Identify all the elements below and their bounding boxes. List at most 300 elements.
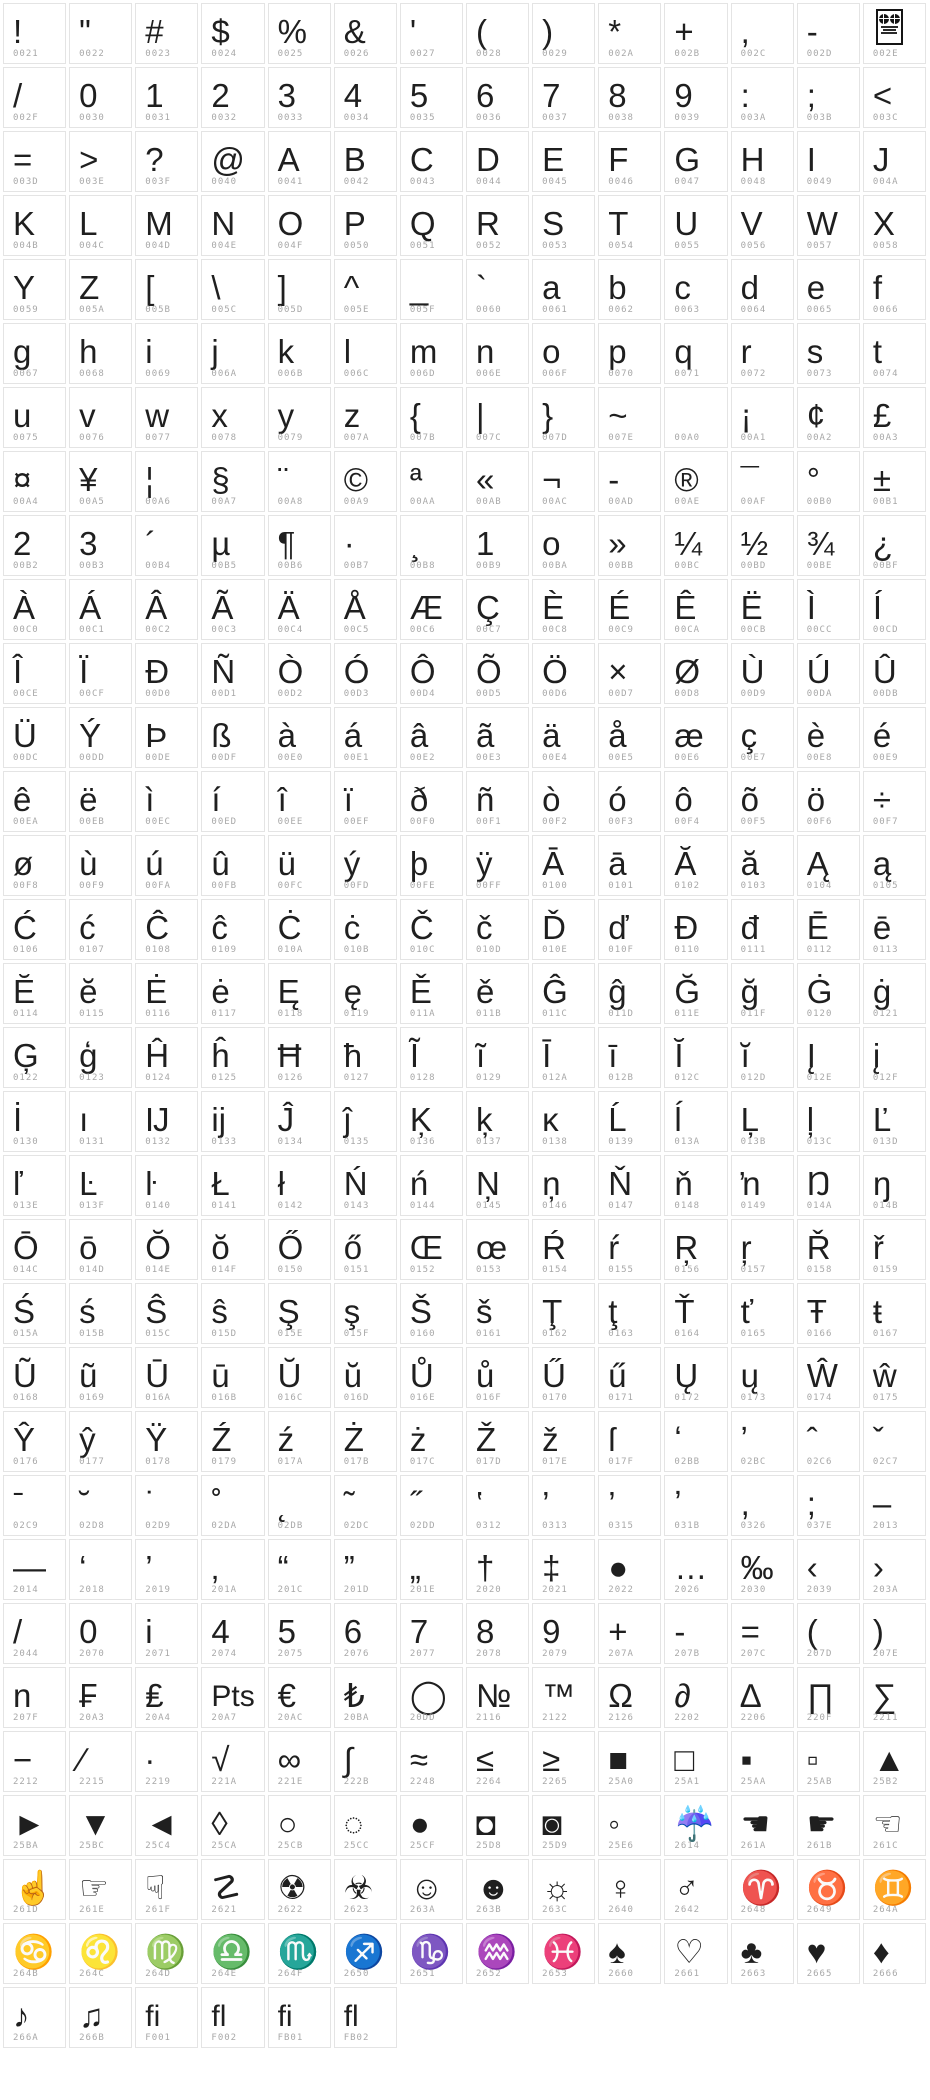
glyph-cell-263A[interactable] bbox=[400, 1859, 463, 1920]
glyph-cell-0052[interactable] bbox=[466, 195, 529, 256]
glyph-cell-0023[interactable] bbox=[135, 3, 198, 64]
glyph-cell-2651[interactable] bbox=[400, 1923, 463, 1984]
glyph-cell-015A[interactable] bbox=[3, 1283, 66, 1344]
glyph-cell-0154[interactable] bbox=[532, 1219, 595, 1280]
glyph-cell-0076[interactable] bbox=[69, 387, 132, 448]
glyph-cell-0147[interactable] bbox=[598, 1155, 661, 1216]
glyph-cell-0129[interactable] bbox=[466, 1027, 529, 1088]
glyph-cell-02C6[interactable] bbox=[797, 1411, 860, 1472]
glyph-cell-00DD[interactable] bbox=[69, 707, 132, 768]
glyph-cell-0109[interactable] bbox=[201, 899, 264, 960]
glyph-cell-0142[interactable] bbox=[268, 1155, 331, 1216]
glyph-cell-2013[interactable] bbox=[863, 1475, 926, 1536]
glyph-cell-0165[interactable] bbox=[731, 1283, 794, 1344]
glyph-cell-264E[interactable] bbox=[201, 1923, 264, 1984]
glyph-cell-0128[interactable] bbox=[400, 1027, 463, 1088]
glyph-cell-25BC[interactable] bbox=[69, 1795, 132, 1856]
glyph-cell-0060[interactable] bbox=[466, 259, 529, 320]
glyph-cell-002D[interactable] bbox=[797, 3, 860, 64]
glyph-cell-25CC[interactable] bbox=[334, 1795, 397, 1856]
glyph-cell-0119[interactable] bbox=[334, 963, 397, 1024]
glyph-cell-004B[interactable] bbox=[3, 195, 66, 256]
glyph-cell-00F8[interactable] bbox=[3, 835, 66, 896]
glyph-cell-0045[interactable] bbox=[532, 131, 595, 192]
glyph-cell-0140[interactable] bbox=[135, 1155, 198, 1216]
glyph-cell-007A[interactable] bbox=[334, 387, 397, 448]
glyph-cell-0022[interactable] bbox=[69, 3, 132, 64]
glyph-cell-005E[interactable] bbox=[334, 259, 397, 320]
glyph-cell-2075[interactable] bbox=[268, 1603, 331, 1664]
glyph-cell-00B6[interactable] bbox=[268, 515, 331, 576]
glyph-cell-00AA[interactable] bbox=[400, 451, 463, 512]
glyph-cell-0038[interactable] bbox=[598, 67, 661, 128]
glyph-cell-016E[interactable] bbox=[400, 1347, 463, 1408]
glyph-cell-00DA[interactable] bbox=[797, 643, 860, 704]
glyph-cell-0037[interactable] bbox=[532, 67, 595, 128]
glyph-cell-00B3[interactable] bbox=[69, 515, 132, 576]
glyph-cell-0042[interactable] bbox=[334, 131, 397, 192]
glyph-cell-2026[interactable] bbox=[664, 1539, 727, 1600]
glyph-cell-0155[interactable] bbox=[598, 1219, 661, 1280]
glyph-cell-2265[interactable] bbox=[532, 1731, 595, 1792]
glyph-cell-2621[interactable] bbox=[201, 1859, 264, 1920]
glyph-cell-012A[interactable] bbox=[532, 1027, 595, 1088]
glyph-cell-005B[interactable] bbox=[135, 259, 198, 320]
glyph-cell-013B[interactable] bbox=[731, 1091, 794, 1152]
glyph-cell-FB01[interactable] bbox=[268, 1987, 331, 2048]
glyph-cell-0031[interactable] bbox=[135, 67, 198, 128]
glyph-cell-00E2[interactable] bbox=[400, 707, 463, 768]
glyph-cell-266B[interactable] bbox=[69, 1987, 132, 2048]
glyph-cell-0178[interactable] bbox=[135, 1411, 198, 1472]
glyph-cell-0118[interactable] bbox=[268, 963, 331, 1024]
glyph-cell-201E[interactable] bbox=[400, 1539, 463, 1600]
glyph-cell-0157[interactable] bbox=[731, 1219, 794, 1280]
glyph-cell-2215[interactable] bbox=[69, 1731, 132, 1792]
glyph-cell-0153[interactable] bbox=[466, 1219, 529, 1280]
glyph-cell-0057[interactable] bbox=[797, 195, 860, 256]
glyph-cell-00E9[interactable] bbox=[863, 707, 926, 768]
glyph-cell-0024[interactable] bbox=[201, 3, 264, 64]
glyph-cell-00EC[interactable] bbox=[135, 771, 198, 832]
glyph-cell-25AB[interactable] bbox=[797, 1731, 860, 1792]
glyph-cell-2623[interactable] bbox=[334, 1859, 397, 1920]
glyph-cell-00E6[interactable] bbox=[664, 707, 727, 768]
glyph-cell-207C[interactable] bbox=[731, 1603, 794, 1664]
glyph-cell-261B[interactable] bbox=[797, 1795, 860, 1856]
glyph-cell-0156[interactable] bbox=[664, 1219, 727, 1280]
glyph-cell-015E[interactable] bbox=[268, 1283, 331, 1344]
glyph-cell-0058[interactable] bbox=[863, 195, 926, 256]
glyph-cell-0172[interactable] bbox=[664, 1347, 727, 1408]
glyph-cell-2071[interactable] bbox=[135, 1603, 198, 1664]
glyph-cell-00DE[interactable] bbox=[135, 707, 198, 768]
glyph-cell-201A[interactable] bbox=[201, 1539, 264, 1600]
glyph-cell-016C[interactable] bbox=[268, 1347, 331, 1408]
glyph-cell-00B2[interactable] bbox=[3, 515, 66, 576]
glyph-cell-25D8[interactable] bbox=[466, 1795, 529, 1856]
glyph-cell-00D3[interactable] bbox=[334, 643, 397, 704]
glyph-cell-0137[interactable] bbox=[466, 1091, 529, 1152]
glyph-cell-011C[interactable] bbox=[532, 963, 595, 1024]
glyph-cell-2652[interactable] bbox=[466, 1923, 529, 1984]
glyph-cell-20A4[interactable] bbox=[135, 1667, 198, 1728]
glyph-cell-02DD[interactable] bbox=[400, 1475, 463, 1536]
glyph-cell-006E[interactable] bbox=[466, 323, 529, 384]
glyph-cell-010D[interactable] bbox=[466, 899, 529, 960]
glyph-cell-017E[interactable] bbox=[532, 1411, 595, 1472]
glyph-cell-00BB[interactable] bbox=[598, 515, 661, 576]
glyph-cell-25A1[interactable] bbox=[664, 1731, 727, 1792]
glyph-cell-0044[interactable] bbox=[466, 131, 529, 192]
glyph-cell-20A3[interactable] bbox=[69, 1667, 132, 1728]
glyph-cell-2264[interactable] bbox=[466, 1731, 529, 1792]
glyph-cell-0071[interactable] bbox=[664, 323, 727, 384]
glyph-cell-011F[interactable] bbox=[731, 963, 794, 1024]
glyph-cell-2211[interactable] bbox=[863, 1667, 926, 1728]
glyph-cell-0158[interactable] bbox=[797, 1219, 860, 1280]
glyph-cell-003E[interactable] bbox=[69, 131, 132, 192]
glyph-cell-00A7[interactable] bbox=[201, 451, 264, 512]
glyph-cell-012E[interactable] bbox=[797, 1027, 860, 1088]
glyph-cell-0111[interactable] bbox=[731, 899, 794, 960]
glyph-cell-00E7[interactable] bbox=[731, 707, 794, 768]
glyph-cell-00D8[interactable] bbox=[664, 643, 727, 704]
glyph-cell-014B[interactable] bbox=[863, 1155, 926, 1216]
glyph-cell-203A[interactable] bbox=[863, 1539, 926, 1600]
glyph-cell-02DA[interactable] bbox=[201, 1475, 264, 1536]
glyph-cell-0101[interactable] bbox=[598, 835, 661, 896]
glyph-cell-00D7[interactable] bbox=[598, 643, 661, 704]
glyph-cell-2126[interactable] bbox=[598, 1667, 661, 1728]
glyph-cell-264C[interactable] bbox=[69, 1923, 132, 1984]
glyph-cell-0068[interactable] bbox=[69, 323, 132, 384]
glyph-cell-0028[interactable] bbox=[466, 3, 529, 64]
glyph-cell-0130[interactable] bbox=[3, 1091, 66, 1152]
glyph-cell-221E[interactable] bbox=[268, 1731, 331, 1792]
glyph-cell-2077[interactable] bbox=[400, 1603, 463, 1664]
glyph-cell-0138[interactable] bbox=[532, 1091, 595, 1152]
glyph-cell-0148[interactable] bbox=[664, 1155, 727, 1216]
glyph-cell-017F[interactable] bbox=[598, 1411, 661, 1472]
glyph-cell-014F[interactable] bbox=[201, 1219, 264, 1280]
glyph-cell-015D[interactable] bbox=[201, 1283, 264, 1344]
glyph-cell-0070[interactable] bbox=[598, 323, 661, 384]
glyph-cell-0066[interactable] bbox=[863, 259, 926, 320]
glyph-cell-25CF[interactable] bbox=[400, 1795, 463, 1856]
glyph-cell-2039[interactable] bbox=[797, 1539, 860, 1600]
glyph-cell-0112[interactable] bbox=[797, 899, 860, 960]
glyph-cell-0125[interactable] bbox=[201, 1027, 264, 1088]
glyph-cell-02BB[interactable] bbox=[664, 1411, 727, 1472]
glyph-cell-010C[interactable] bbox=[400, 899, 463, 960]
glyph-cell-013D[interactable] bbox=[863, 1091, 926, 1152]
glyph-cell-013C[interactable] bbox=[797, 1091, 860, 1152]
glyph-cell-0040[interactable] bbox=[201, 131, 264, 192]
glyph-cell-00CD[interactable] bbox=[863, 579, 926, 640]
glyph-cell-00F2[interactable] bbox=[532, 771, 595, 832]
glyph-cell-2248[interactable] bbox=[400, 1731, 463, 1792]
glyph-cell-2649[interactable] bbox=[797, 1859, 860, 1920]
glyph-cell-25AA[interactable] bbox=[731, 1731, 794, 1792]
glyph-cell-00EA[interactable] bbox=[3, 771, 66, 832]
glyph-cell-263C[interactable] bbox=[532, 1859, 595, 1920]
glyph-cell-00E5[interactable] bbox=[598, 707, 661, 768]
glyph-cell-00CB[interactable] bbox=[731, 579, 794, 640]
glyph-cell-0036[interactable] bbox=[466, 67, 529, 128]
glyph-cell-006A[interactable] bbox=[201, 323, 264, 384]
glyph-cell-264B[interactable] bbox=[3, 1923, 66, 1984]
glyph-cell-004D[interactable] bbox=[135, 195, 198, 256]
glyph-cell-003B[interactable] bbox=[797, 67, 860, 128]
glyph-cell-25CB[interactable] bbox=[268, 1795, 331, 1856]
glyph-cell-0110[interactable] bbox=[664, 899, 727, 960]
glyph-cell-0135[interactable] bbox=[334, 1091, 397, 1152]
glyph-cell-0064[interactable] bbox=[731, 259, 794, 320]
glyph-cell-0055[interactable] bbox=[664, 195, 727, 256]
glyph-cell-263B[interactable] bbox=[466, 1859, 529, 1920]
glyph-cell-0164[interactable] bbox=[664, 1283, 727, 1344]
glyph-cell-0176[interactable] bbox=[3, 1411, 66, 1472]
glyph-cell-0032[interactable] bbox=[201, 67, 264, 128]
glyph-cell-0144[interactable] bbox=[400, 1155, 463, 1216]
glyph-cell-0106[interactable] bbox=[3, 899, 66, 960]
glyph-cell-2219[interactable] bbox=[135, 1731, 198, 1792]
glyph-cell-003C[interactable] bbox=[863, 67, 926, 128]
glyph-cell-0051[interactable] bbox=[400, 195, 463, 256]
glyph-cell-010E[interactable] bbox=[532, 899, 595, 960]
glyph-cell-0114[interactable] bbox=[3, 963, 66, 1024]
glyph-cell-0312[interactable] bbox=[466, 1475, 529, 1536]
glyph-cell-00E1[interactable] bbox=[334, 707, 397, 768]
glyph-cell-2202[interactable] bbox=[664, 1667, 727, 1728]
glyph-cell-00FB[interactable] bbox=[201, 835, 264, 896]
glyph-cell-25CA[interactable] bbox=[201, 1795, 264, 1856]
glyph-cell-00CC[interactable] bbox=[797, 579, 860, 640]
glyph-cell-266A[interactable] bbox=[3, 1987, 66, 2048]
glyph-cell-00E3[interactable] bbox=[466, 707, 529, 768]
glyph-cell-012D[interactable] bbox=[731, 1027, 794, 1088]
glyph-cell-0049[interactable] bbox=[797, 131, 860, 192]
glyph-cell-2044[interactable] bbox=[3, 1603, 66, 1664]
glyph-cell-015C[interactable] bbox=[135, 1283, 198, 1344]
glyph-cell-0026[interactable] bbox=[334, 3, 397, 64]
glyph-cell-002C[interactable] bbox=[731, 3, 794, 64]
glyph-cell-0117[interactable] bbox=[201, 963, 264, 1024]
glyph-cell-2622[interactable] bbox=[268, 1859, 331, 1920]
glyph-cell-2665[interactable] bbox=[797, 1923, 860, 1984]
glyph-cell-010B[interactable] bbox=[334, 899, 397, 960]
glyph-cell-0126[interactable] bbox=[268, 1027, 331, 1088]
glyph-cell-00DB[interactable] bbox=[863, 643, 926, 704]
glyph-cell-0027[interactable] bbox=[400, 3, 463, 64]
glyph-cell-00A2[interactable] bbox=[797, 387, 860, 448]
glyph-cell-0171[interactable] bbox=[598, 1347, 661, 1408]
glyph-cell-017D[interactable] bbox=[466, 1411, 529, 1472]
glyph-cell-0025[interactable] bbox=[268, 3, 331, 64]
glyph-cell-007B[interactable] bbox=[400, 387, 463, 448]
glyph-cell-00B5[interactable] bbox=[201, 515, 264, 576]
glyph-cell-0175[interactable] bbox=[863, 1347, 926, 1408]
glyph-cell-0061[interactable] bbox=[532, 259, 595, 320]
glyph-cell-0170[interactable] bbox=[532, 1347, 595, 1408]
glyph-cell-0053[interactable] bbox=[532, 195, 595, 256]
glyph-cell-00A1[interactable] bbox=[731, 387, 794, 448]
glyph-cell-007E[interactable] bbox=[598, 387, 661, 448]
glyph-cell-006D[interactable] bbox=[400, 323, 463, 384]
glyph-cell-00B0[interactable] bbox=[797, 451, 860, 512]
glyph-cell-015B[interactable] bbox=[69, 1283, 132, 1344]
glyph-cell-0056[interactable] bbox=[731, 195, 794, 256]
glyph-cell-0039[interactable] bbox=[664, 67, 727, 128]
glyph-cell-00FA[interactable] bbox=[135, 835, 198, 896]
glyph-cell-0160[interactable] bbox=[400, 1283, 463, 1344]
glyph-cell-016F[interactable] bbox=[466, 1347, 529, 1408]
glyph-cell-00A0[interactable] bbox=[664, 387, 727, 448]
glyph-cell-00C4[interactable] bbox=[268, 579, 331, 640]
glyph-cell-011E[interactable] bbox=[664, 963, 727, 1024]
glyph-cell-2019[interactable] bbox=[135, 1539, 198, 1600]
glyph-cell-014C[interactable] bbox=[3, 1219, 66, 1280]
glyph-cell-005C[interactable] bbox=[201, 259, 264, 320]
glyph-cell-003F[interactable] bbox=[135, 131, 198, 192]
glyph-cell-0100[interactable] bbox=[532, 835, 595, 896]
glyph-cell-0078[interactable] bbox=[201, 387, 264, 448]
glyph-cell-00C2[interactable] bbox=[135, 579, 198, 640]
glyph-cell-00D4[interactable] bbox=[400, 643, 463, 704]
glyph-cell-00D5[interactable] bbox=[466, 643, 529, 704]
glyph-cell-0073[interactable] bbox=[797, 323, 860, 384]
glyph-cell-2661[interactable] bbox=[664, 1923, 727, 1984]
glyph-cell-00DC[interactable] bbox=[3, 707, 66, 768]
glyph-cell-02D8[interactable] bbox=[69, 1475, 132, 1536]
glyph-cell-2206[interactable] bbox=[731, 1667, 794, 1728]
glyph-cell-264F[interactable] bbox=[268, 1923, 331, 1984]
glyph-cell-006F[interactable] bbox=[532, 323, 595, 384]
glyph-cell-00FC[interactable] bbox=[268, 835, 331, 896]
glyph-cell-261C[interactable] bbox=[863, 1795, 926, 1856]
glyph-cell-004C[interactable] bbox=[69, 195, 132, 256]
glyph-cell-02BC[interactable] bbox=[731, 1411, 794, 1472]
glyph-cell-0029[interactable] bbox=[532, 3, 595, 64]
glyph-cell-02C9[interactable] bbox=[3, 1475, 66, 1536]
glyph-cell-00BE[interactable] bbox=[797, 515, 860, 576]
glyph-cell-0139[interactable] bbox=[598, 1091, 661, 1152]
glyph-cell-0174[interactable] bbox=[797, 1347, 860, 1408]
glyph-cell-0121[interactable] bbox=[863, 963, 926, 1024]
glyph-cell-00EF[interactable] bbox=[334, 771, 397, 832]
glyph-cell-003D[interactable] bbox=[3, 131, 66, 192]
glyph-cell-00CF[interactable] bbox=[69, 643, 132, 704]
glyph-cell-00CE[interactable] bbox=[3, 643, 66, 704]
glyph-cell-0102[interactable] bbox=[664, 835, 727, 896]
glyph-cell-0105[interactable] bbox=[863, 835, 926, 896]
glyph-cell-00C0[interactable] bbox=[3, 579, 66, 640]
glyph-cell-012B[interactable] bbox=[598, 1027, 661, 1088]
glyph-cell-00C5[interactable] bbox=[334, 579, 397, 640]
glyph-cell-0108[interactable] bbox=[135, 899, 198, 960]
glyph-cell-02DC[interactable] bbox=[334, 1475, 397, 1536]
glyph-cell-2663[interactable] bbox=[731, 1923, 794, 1984]
glyph-cell-00E8[interactable] bbox=[797, 707, 860, 768]
glyph-cell-207E[interactable] bbox=[863, 1603, 926, 1664]
glyph-cell-25BA[interactable] bbox=[3, 1795, 66, 1856]
glyph-cell-00D0[interactable] bbox=[135, 643, 198, 704]
glyph-cell-0103[interactable] bbox=[731, 835, 794, 896]
glyph-cell-2014[interactable] bbox=[3, 1539, 66, 1600]
glyph-cell-2642[interactable] bbox=[664, 1859, 727, 1920]
glyph-cell-2021[interactable] bbox=[532, 1539, 595, 1600]
glyph-cell-0167[interactable] bbox=[863, 1283, 926, 1344]
glyph-cell-002F[interactable] bbox=[3, 67, 66, 128]
glyph-cell-0123[interactable] bbox=[69, 1027, 132, 1088]
glyph-cell-00B7[interactable] bbox=[334, 515, 397, 576]
glyph-cell-0151[interactable] bbox=[334, 1219, 397, 1280]
glyph-cell-017B[interactable] bbox=[334, 1411, 397, 1472]
glyph-cell-00BC[interactable] bbox=[664, 515, 727, 576]
glyph-cell-0047[interactable] bbox=[664, 131, 727, 192]
glyph-cell-0315[interactable] bbox=[598, 1475, 661, 1536]
glyph-cell-00D6[interactable] bbox=[532, 643, 595, 704]
glyph-cell-015F[interactable] bbox=[334, 1283, 397, 1344]
glyph-cell-0048[interactable] bbox=[731, 131, 794, 192]
glyph-cell-004E[interactable] bbox=[201, 195, 264, 256]
glyph-cell-0116[interactable] bbox=[135, 963, 198, 1024]
glyph-cell-261A[interactable] bbox=[731, 1795, 794, 1856]
glyph-cell-20AC[interactable] bbox=[268, 1667, 331, 1728]
glyph-cell-0033[interactable] bbox=[268, 67, 331, 128]
glyph-cell-0168[interactable] bbox=[3, 1347, 66, 1408]
glyph-cell-261D[interactable] bbox=[3, 1859, 66, 1920]
glyph-cell-007C[interactable] bbox=[466, 387, 529, 448]
glyph-cell-0115[interactable] bbox=[69, 963, 132, 1024]
glyph-cell-016B[interactable] bbox=[201, 1347, 264, 1408]
glyph-cell-0069[interactable] bbox=[135, 323, 198, 384]
glyph-cell-0159[interactable] bbox=[863, 1219, 926, 1280]
glyph-cell-00B9[interactable] bbox=[466, 515, 529, 576]
glyph-cell-00FF[interactable] bbox=[466, 835, 529, 896]
glyph-cell-0063[interactable] bbox=[664, 259, 727, 320]
glyph-cell-25A0[interactable] bbox=[598, 1731, 661, 1792]
glyph-cell-010A[interactable] bbox=[268, 899, 331, 960]
glyph-cell-00A8[interactable] bbox=[268, 451, 331, 512]
glyph-cell-016A[interactable] bbox=[135, 1347, 198, 1408]
glyph-cell-2648[interactable] bbox=[731, 1859, 794, 1920]
glyph-cell-00EB[interactable] bbox=[69, 771, 132, 832]
glyph-cell-012C[interactable] bbox=[664, 1027, 727, 1088]
glyph-cell-00BD[interactable] bbox=[731, 515, 794, 576]
glyph-cell-0150[interactable] bbox=[268, 1219, 331, 1280]
glyph-cell-00BA[interactable] bbox=[532, 515, 595, 576]
glyph-cell-0152[interactable] bbox=[400, 1219, 463, 1280]
glyph-cell-0162[interactable] bbox=[532, 1283, 595, 1344]
glyph-cell-0177[interactable] bbox=[69, 1411, 132, 1472]
glyph-cell-00FE[interactable] bbox=[400, 835, 463, 896]
glyph-cell-0072[interactable] bbox=[731, 323, 794, 384]
glyph-cell-014D[interactable] bbox=[69, 1219, 132, 1280]
glyph-cell-0021[interactable] bbox=[3, 3, 66, 64]
glyph-cell-013A[interactable] bbox=[664, 1091, 727, 1152]
glyph-cell-00C3[interactable] bbox=[201, 579, 264, 640]
glyph-cell-2650[interactable] bbox=[334, 1923, 397, 1984]
glyph-cell-00F9[interactable] bbox=[69, 835, 132, 896]
glyph-cell-00E4[interactable] bbox=[532, 707, 595, 768]
glyph-cell-0050[interactable] bbox=[334, 195, 397, 256]
glyph-cell-00AF[interactable] bbox=[731, 451, 794, 512]
glyph-cell-00F6[interactable] bbox=[797, 771, 860, 832]
glyph-cell-222B[interactable] bbox=[334, 1731, 397, 1792]
glyph-cell-2122[interactable] bbox=[532, 1667, 595, 1728]
